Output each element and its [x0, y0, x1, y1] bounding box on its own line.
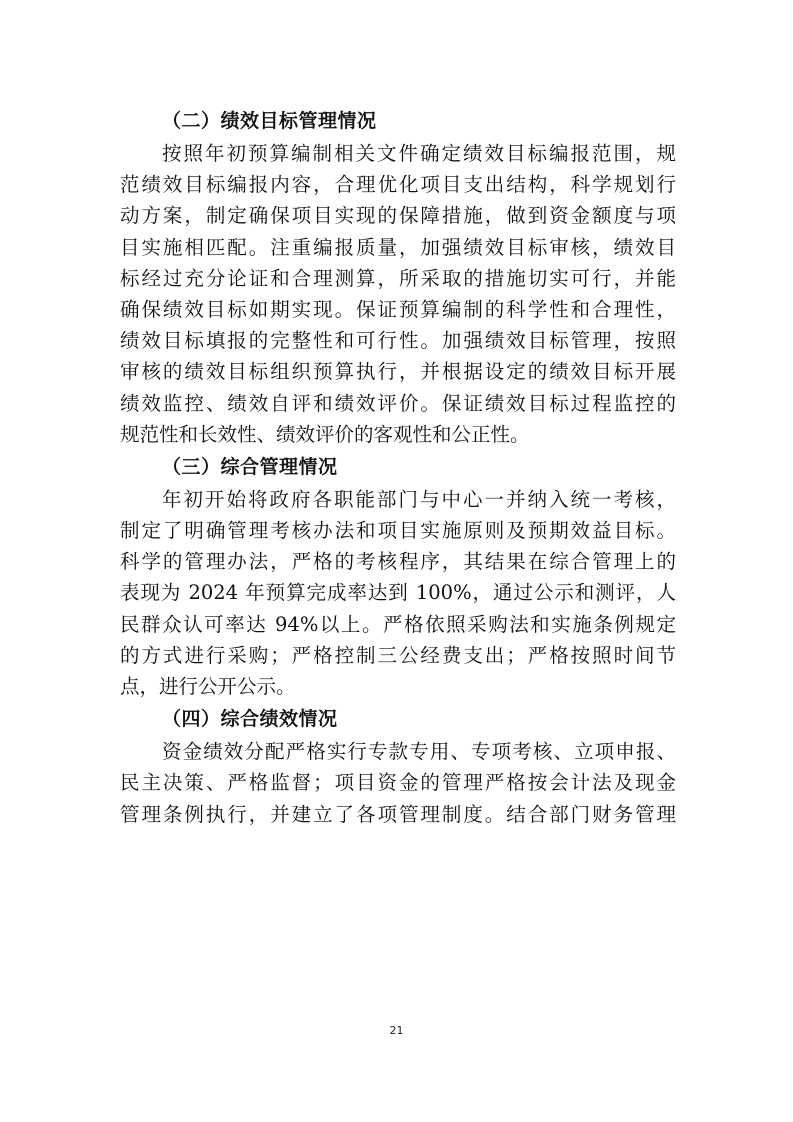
paragraph-line: 年初开始将政府各职能部门与中心一并纳入统一考核，	[162, 487, 676, 511]
paragraph-line: 绩效目标填报的完整性和可行性。加强绩效目标管理，按照	[120, 329, 676, 353]
document-body	[120, 104, 676, 830]
paragraph-line: 按照年初预算编制相关文件确定绩效目标编报范围，规	[162, 142, 676, 165]
page-number: 21	[389, 1024, 404, 1037]
paragraph-line: 动方案，制定确保项目实现的保障措施，做到资金额度与项	[120, 204, 676, 228]
paragraph	[120, 736, 676, 830]
paragraph-line: 标经过充分论证和合理测算，所采取的措施切实可行，并能	[120, 266, 676, 290]
paragraph-line: 目实施相匹配。注重编报质量，加强绩效目标审核，绩效目	[120, 235, 676, 259]
paragraph-line: 民群众认可率达 94%以上。严格依照采购法和实施条例规定	[120, 612, 676, 636]
paragraph-line: 制定了明确管理考核办法和项目实施原则及预期效益目标。	[120, 519, 676, 543]
paragraph	[120, 484, 676, 702]
paragraph-line: 范绩效目标编报内容，合理优化项目支出结构，科学规划行	[120, 173, 676, 197]
section-heading: （四）综合绩效情况	[162, 708, 338, 731]
paragraph-line: 科学的管理办法，严格的考核程序，其结果在综合管理上的	[120, 550, 676, 574]
paragraph-line: 民主决策、严格监督；项目资金的管理严格按会计法及现金	[120, 771, 676, 795]
section-heading: （三）综合管理情况	[162, 455, 338, 478]
paragraph-line: 资金绩效分配严格实行专款专用、专项考核、立项申报、	[162, 740, 676, 764]
section-heading: （二）绩效目标管理情况	[162, 110, 377, 132]
paragraph-line: 规范性和长效性、绩效评价的客观性和公正性。	[120, 422, 530, 446]
paragraph	[120, 138, 676, 450]
paragraph-line: 绩效监控、绩效自评和绩效评价。保证绩效目标过程监控的	[120, 391, 676, 415]
paragraph-line: 点，进行公开公示。	[120, 675, 296, 698]
paragraph-line: 的方式进行采购；严格控制三公经费支出；严格按照时间节	[120, 643, 676, 667]
paragraph-line: 表现为 2024 年预算完成率达到 100%，通过公示和测评，人	[120, 581, 676, 605]
paragraph-line: 管理条例执行，并建立了各项管理制度。结合部门财务管理	[120, 802, 676, 826]
paragraph-line: 审核的绩效目标组织预算执行，并根据设定的绩效目标开展	[120, 360, 676, 384]
paragraph-line: 确保绩效目标如期实现。保证预算编制的科学性和合理性，	[120, 297, 676, 321]
